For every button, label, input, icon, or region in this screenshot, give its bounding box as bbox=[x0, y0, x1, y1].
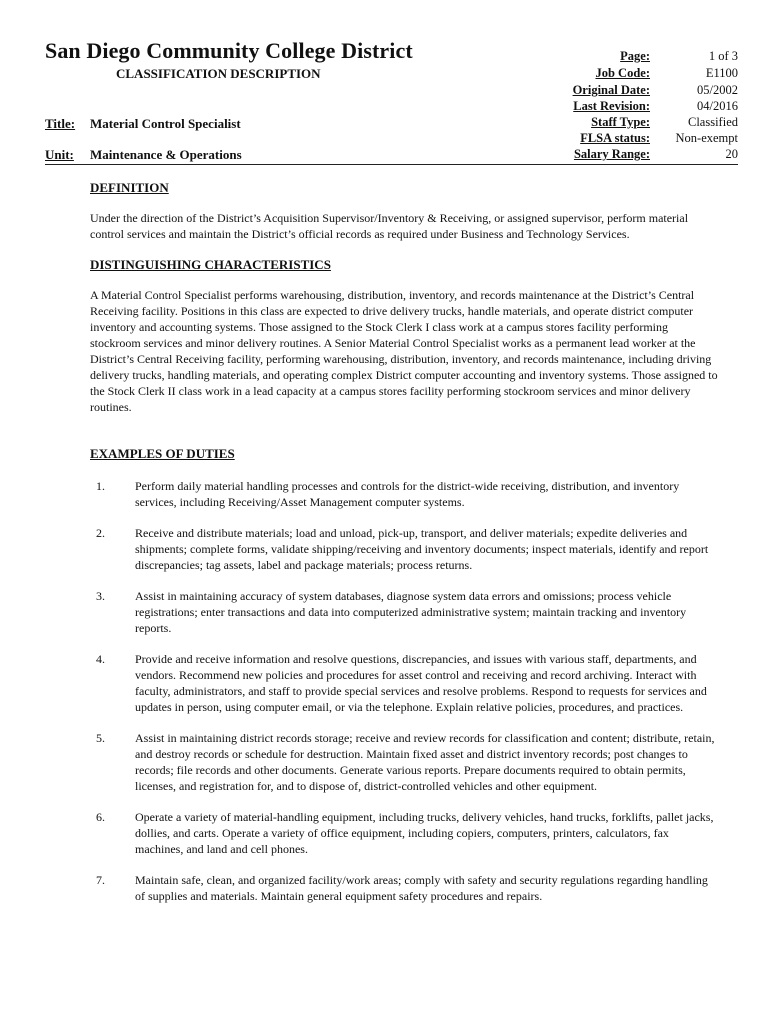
duty-text: Assist in maintaining accuracy of system databases, diagnose system data errors and omissions; process vehicle registrations; enter transactions and data into computerized administrative system; maintain tracking and inventory reports. bbox=[135, 589, 687, 635]
duty-number: 6. bbox=[96, 810, 105, 824]
duty-item bbox=[90, 525, 720, 573]
distinguishing-heading: DISTINGUISHING CHARACTERISTICS bbox=[90, 257, 331, 272]
meta-row-page bbox=[430, 48, 738, 64]
title-label: Title: bbox=[45, 116, 76, 131]
definition-heading: DEFINITION bbox=[90, 180, 169, 195]
duty-number: 7. bbox=[96, 873, 105, 887]
meta-value: E1100 bbox=[705, 66, 738, 80]
duty-number: 4. bbox=[96, 652, 105, 666]
unit-name: Maintenance & Operations bbox=[90, 147, 242, 162]
meta-value: 1 of 3 bbox=[708, 49, 738, 63]
meta-value: Classified bbox=[688, 115, 738, 129]
organization-title: San Diego Community College District bbox=[45, 38, 413, 63]
duty-number: 5. bbox=[96, 731, 105, 745]
duty-text: Receive and distribute materials; load and unload, pick-up, transport, and deliver materials; expedite deliveries and shipments; complete forms, validate shipping/receiving and inventory documents; inspect materials, identify and report discrepancies; tag assets, label and package materials; process returns. bbox=[135, 526, 709, 572]
meta-label: Page: bbox=[620, 49, 650, 63]
duty-text: Perform daily material handling processes and controls for the district-wide receiving, distribution, and inventory services, including Receiving/Asset Management computer systems. bbox=[135, 479, 680, 509]
meta-row-last-revision bbox=[430, 98, 738, 114]
meta-value: 04/2016 bbox=[697, 99, 738, 113]
duty-text: Operate a variety of material-handling equipment, including trucks, delivery vehicles, hand trucks, forklifts, pallet jacks, dollies, and carts. Operate a variety of office equipment, including copiers, computers, printers, calculators, fax machines, and land and cell phones. bbox=[135, 810, 714, 856]
document-type: CLASSIFICATION DESCRIPTION bbox=[116, 66, 321, 81]
meta-value: 05/2002 bbox=[697, 83, 738, 97]
meta-label: Job Code: bbox=[595, 66, 650, 80]
duty-text: Assist in maintaining district records storage; receive and review records for classification and content; distribute, retain, and destroy records or schedule for destruction. Maintain fixed asset and district inventory records; post changes to records; file records and other documents. Generate various reports. Prepare documents required to obtain permits, licenses, and registration for, and to dispose of, district-controlled vehicles and other equipment. bbox=[135, 731, 715, 793]
header-divider bbox=[45, 164, 738, 165]
duty-number: 2. bbox=[96, 526, 105, 540]
duty-text: Provide and receive information and resolve questions, discrepancies, and issues with various staff, departments, and vendors. Recommend new policies and procedures for asset control and receiving and record archiving. Interact with faculty, administrators, and staff to provide special services and resolve problems. Respond to requests for services and updates in person, using computer email, or via the telephone. Explain relative policies, procedures, and practices. bbox=[135, 652, 707, 714]
meta-row-original-date bbox=[430, 82, 738, 98]
duties-heading: EXAMPLES OF DUTIES bbox=[90, 446, 235, 461]
meta-label: Salary Range: bbox=[573, 147, 650, 161]
duty-item bbox=[90, 809, 720, 857]
meta-value: 20 bbox=[725, 147, 738, 161]
job-title: Material Control Specialist bbox=[90, 116, 241, 131]
definition-text: Under the direction of the District’s Acquisition Supervisor/Inventory & Receiving, or assigned supervisor, perform material control services and maintain the District’s official records as required under Business and Technology Services. bbox=[90, 211, 689, 241]
duty-item bbox=[90, 478, 720, 510]
duty-item bbox=[90, 730, 720, 794]
meta-label: Staff Type: bbox=[591, 115, 650, 129]
distinguishing-text: A Material Control Specialist performs warehousing, distribution, inventory, and records maintenance at the District’s Central Receiving facility. Positions in this class are expected to drive delivery trucks, handle materials, and operate district computer inventory and accounting systems. Those assigned to the Stock Clerk I class work at a campus stores facility performing stockroom services and minor delivery routines. A Senior Material Control Specialist works as a permanent lead worker at the District’s Central Receiving facility, performing warehousing, distribution, inventory, and records maintenance, including driving delivery trucks, handling materials, and operating complex District computer accounting and inventory systems. Those assigned to the Stock Clerk II class work in a lead capacity at a campus stores facility performing stockroom services and minor delivery routines. bbox=[90, 288, 718, 414]
meta-row-job-code bbox=[430, 65, 738, 81]
duty-item bbox=[90, 872, 720, 904]
meta-label: Last Revision: bbox=[573, 99, 650, 113]
unit-label: Unit: bbox=[45, 147, 74, 162]
meta-value: Non-exempt bbox=[675, 131, 738, 145]
meta-label: FLSA status: bbox=[580, 131, 650, 145]
document-body bbox=[90, 179, 720, 919]
duty-text: Maintain safe, clean, and organized facility/work areas; comply with safety and security regulations regarding handling of supplies and materials. Maintain general equipment safety procedures and repairs. bbox=[135, 873, 708, 903]
duty-item bbox=[90, 588, 720, 636]
duty-item bbox=[90, 651, 720, 715]
meta-row-flsa-status bbox=[430, 130, 738, 146]
meta-row-salary-range bbox=[430, 146, 738, 162]
duty-number: 3. bbox=[96, 589, 105, 603]
meta-row-staff-type bbox=[430, 114, 738, 130]
meta-label: Original Date: bbox=[572, 83, 650, 97]
duty-number: 1. bbox=[96, 479, 105, 493]
